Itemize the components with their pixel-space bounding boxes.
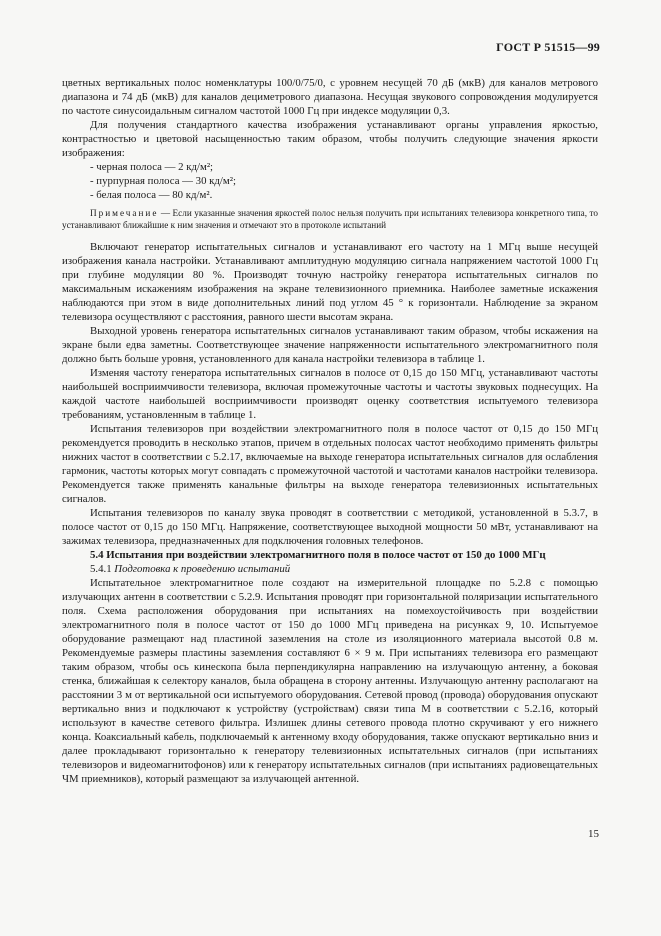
paragraph-frequency-sweep: Изменяя частоту генератора испытательных сигналов в полосе от 0,15 до 150 МГц, устанавливают частоты наибольшей восприимчивости телевизора, включая промежуточные частоты и частоты звуковых поднесущих. На каждой частоте наибольшей восприимчивости производят оценку соответствия испытуемого телевизора требованиям, установленным в таблице 1. bbox=[62, 367, 598, 421]
paragraph-generator-setup: Включают генератор испытательных сигналов и устанавливают его частоту на 1 МГц выше несущей изображения канала настройки. Устанавливают амплитудную модуляцию сигнала напряжением частотой 1000 Гц при глубине модуляции 80 %. Производят точную настройку генератора испытательных сигналов по максимальным искажениям изображения на экране телевизионного приемника. Наиболее заметные искажения наблюдаются при этом в виде дополнительных линий под углом 45 ° к горизонтали. Наблюдение за экраном телевизора осуществляют с расстояния, равного шести высотам экрана. bbox=[62, 241, 598, 323]
list-item-white-bar: - белая полоса — 80 кд/м². bbox=[90, 189, 213, 201]
document-body bbox=[62, 76, 598, 786]
document-code-header: ГОСТ Р 51515—99 bbox=[496, 40, 600, 54]
note-label: Примечание bbox=[90, 208, 159, 218]
paragraph-field-setup: Испытательное электромагнитное поле создают на измерительной площадке по 5.2.8 с помощью излучающих антенн в соответствии с 5.2.9. Испытания проводят при горизонтальной поляризации испытательного поля. Схема расположения оборудования при испытаниях на помехоустойчивость при воздействии электромагнитного поля в полосе частот от 150 до 1000 МГц приведена на рисунках 9, 10. Испытуемое оборудование размещают над пластиной заземления на столе из изоляционного материала высотой 0.8 м. Рекомендуемые размеры пластины заземления составляют 6 × 9 м. При испытаниях телевизора его размещают таким образом, чтобы ось кинескопа была перпендикулярна направлению на излучающую антенну, а боковая стенка, ближайшая к селектору каналов, была обращена в сторону антенны. Излучающую антенну располагают на расстоянии 3 м от вертикальной оси испытуемого оборудования. Сетевой провод (провода) оборудования опускают вертикально вниз и подключают к устройству (устройствам) связи типа М в соответствии с 5.2.16, который используют в качестве сетевого фильтра. Излишек длины сетевого провода плотно скручивают у его нижнего конца. Коаксиальный кабель, подключаемый к антенному входу оборудования, также опускают вертикально вниз и далее прокладывают горизонтально к генератору телевизионных испытательных сигналов (при испытаниях телевизоров и видеомагнитофонов) или к генератору испытательных сигналов (при испытаниях радиовещательных ЧМ приемников), который размещают за излучающей антенной. bbox=[62, 577, 598, 785]
paragraph-continuation: цветных вертикальных полос номенклатуры 100/0/75/0, с уровнем несущей 70 дБ (мкВ) для каналов метрового диапазона и 74 дБ (мкВ) для каналов дециметрового диапазона. Несущая звукового сопровождения модулируется по частоте синусоидальным сигналом частотой 1000 Гц при индексе модуляции 0,3. bbox=[62, 77, 598, 117]
subsection-title: Подготовка к проведению испытаний bbox=[114, 563, 291, 575]
list-item-black-bar: - черная полоса — 2 кд/м²; bbox=[90, 161, 214, 173]
paragraph-sound-channel: Испытания телевизоров по каналу звука проводят в соответствии с методикой, установленной в 5.3.7, в полосе частот от 0,15 до 150 МГц. Напряжение, соответствующее выходной мощности 50 мВт, устанавливают на зажимах телевизора, предназначенных для подключения головных телефонов. bbox=[62, 507, 598, 547]
note bbox=[62, 207, 598, 231]
paragraph-test-stages: Испытания телевизоров при воздействии электромагнитного поля в полосе частот от 0,15 до 150 МГц рекомендуется проводить в несколько этапов, причем в отдельных полосах частот необходимо применять фильтры нижних частот в соответствии с 5.2.17, включаемые на выходе генератора испытательных сигналов для ослабления гармоник, частоты которых могут совпадать с промежуточной частотой и частотами каналов настройки телевизора. Рекомендуется также применять канальные фильтры на выходе генератора телевизионных испытательных сигналов. bbox=[62, 423, 598, 505]
subsection-heading-5-4-1 bbox=[62, 562, 598, 576]
paragraph-output-level: Выходной уровень генератора испытательных сигналов устанавливают таким образом, чтобы искажения на экране были едва заметны. Соответствующее значение напряженности испытательного электромагнитного поля должно быть больше уровня, установленного для канала настройки телевизора в таблице 1. bbox=[62, 325, 598, 365]
note-text: — Если указанные значения яркостей полос нельзя получить при испытаниях телевизора конкретного типа, то устанавливают ближайшие к ним значения и отмечают это в протоколе испытаний bbox=[62, 208, 598, 230]
section-heading-5-4: 5.4 Испытания при воздействии электромагнитного поля в полосе частот от 150 до 1000 МГц bbox=[90, 549, 546, 561]
paragraph-brightness-setup: Для получения стандартного качества изображения устанавливают органы управления яркостью, контрастностью и цветовой насыщенностью таким образом, чтобы получить следующие значения яркости изображения: bbox=[62, 119, 598, 159]
list-item-purple-bar: - пурпурная полоса — 30 кд/м²; bbox=[90, 175, 236, 187]
page-number: 15 bbox=[588, 828, 599, 840]
subsection-number: 5.4.1 bbox=[90, 563, 115, 575]
